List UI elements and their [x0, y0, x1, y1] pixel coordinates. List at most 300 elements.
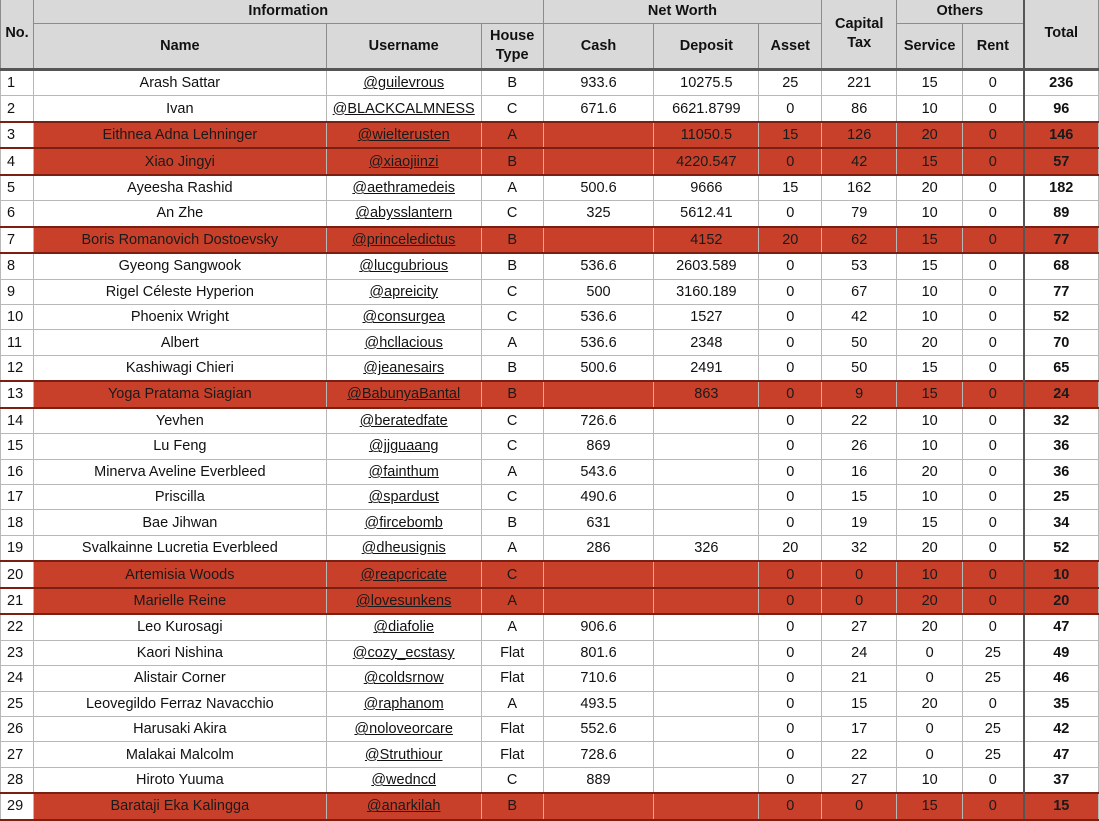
cell-house-type: B	[481, 381, 543, 407]
table-row[interactable]	[1, 355, 1099, 381]
cell-service: 0	[897, 640, 963, 665]
table-row[interactable]	[1, 330, 1099, 355]
cell-house-type: C	[481, 485, 543, 510]
col-header-deposit[interactable]: Deposit	[654, 24, 759, 70]
cell-no: 5	[1, 175, 34, 201]
cell-deposit: 10275.5	[654, 70, 759, 96]
cell-house-type: Flat	[481, 666, 543, 691]
cell-total: 89	[1024, 201, 1099, 227]
cell-service: 10	[897, 96, 963, 122]
cell-no: 25	[1, 691, 34, 716]
group-header-net-worth[interactable]: Net Worth	[543, 0, 822, 24]
cell-rent: 0	[963, 793, 1024, 819]
col-header-username[interactable]: Username	[326, 24, 481, 70]
table-row[interactable]	[1, 535, 1099, 561]
cell-house-type: C	[481, 408, 543, 434]
cell-total: 32	[1024, 408, 1099, 434]
cell-rent: 0	[963, 201, 1024, 227]
cell-capital-tax: 24	[822, 640, 897, 665]
col-header-name[interactable]: Name	[33, 24, 326, 70]
cell-service: 20	[897, 614, 963, 640]
cell-total: 36	[1024, 434, 1099, 459]
cell-username[interactable]: @wielterusten	[326, 122, 481, 148]
table-row[interactable]	[1, 381, 1099, 407]
cell-deposit: 5612.41	[654, 201, 759, 227]
cell-total: 10	[1024, 561, 1099, 587]
cell-house-type: C	[481, 434, 543, 459]
table-row[interactable]	[1, 459, 1099, 484]
cell-total: 15	[1024, 793, 1099, 819]
cell-service: 15	[897, 381, 963, 407]
cell-rent: 0	[963, 70, 1024, 96]
cell-rent: 0	[963, 330, 1024, 355]
cell-capital-tax: 0	[822, 561, 897, 587]
cell-asset: 0	[759, 330, 822, 355]
cell-house-type: A	[481, 691, 543, 716]
cell-service: 20	[897, 459, 963, 484]
table-row[interactable]	[1, 793, 1099, 819]
cell-rent: 0	[963, 614, 1024, 640]
col-header-no[interactable]: No.	[1, 0, 34, 70]
cell-no: 8	[1, 253, 34, 279]
cell-house-type: C	[481, 279, 543, 304]
table-row[interactable]	[1, 304, 1099, 329]
cell-rent: 0	[963, 253, 1024, 279]
cell-service: 0	[897, 666, 963, 691]
cell-total: 236	[1024, 70, 1099, 96]
cell-name: Phoenix Wright	[33, 304, 326, 329]
cell-no: 20	[1, 561, 34, 587]
cell-deposit	[654, 588, 759, 614]
col-header-cash[interactable]: Cash	[543, 24, 654, 70]
cell-total: 35	[1024, 691, 1099, 716]
cell-capital-tax: 126	[822, 122, 897, 148]
cell-capital-tax: 0	[822, 793, 897, 819]
cell-total: 42	[1024, 716, 1099, 741]
cell-service: 10	[897, 561, 963, 587]
cell-deposit	[654, 434, 759, 459]
table-row[interactable]	[1, 614, 1099, 640]
cell-cash	[543, 588, 654, 614]
cell-username[interactable]: @lucgubrious	[326, 253, 481, 279]
cell-username[interactable]: @jeanesairs	[326, 355, 481, 381]
cell-service: 15	[897, 355, 963, 381]
cell-house-type: A	[481, 588, 543, 614]
cell-asset: 0	[759, 355, 822, 381]
cell-name: Yevhen	[33, 408, 326, 434]
cell-cash: 869	[543, 434, 654, 459]
cell-username[interactable]: @fircebomb	[326, 510, 481, 535]
table-row[interactable]	[1, 666, 1099, 691]
table-row[interactable]	[1, 691, 1099, 716]
cell-no: 21	[1, 588, 34, 614]
table-row[interactable]	[1, 434, 1099, 459]
cell-capital-tax: 27	[822, 614, 897, 640]
cell-service: 20	[897, 175, 963, 201]
group-header-others[interactable]: Others	[897, 0, 1024, 24]
cell-name: Ayeesha Rashid	[33, 175, 326, 201]
cell-cash: 671.6	[543, 96, 654, 122]
cell-deposit	[654, 510, 759, 535]
cell-house-type: C	[481, 96, 543, 122]
cell-rent: 0	[963, 459, 1024, 484]
cell-name: Gyeong Sangwook	[33, 253, 326, 279]
cell-cash: 493.5	[543, 691, 654, 716]
cell-name: Artemisia Woods	[33, 561, 326, 587]
cell-username[interactable]: @BLACKCALMNESS	[326, 96, 481, 122]
cell-cash: 536.6	[543, 330, 654, 355]
cell-deposit: 9666	[654, 175, 759, 201]
cell-service: 0	[897, 742, 963, 767]
cell-username[interactable]: @fainthum	[326, 459, 481, 484]
cell-username[interactable]: @aethramedeis	[326, 175, 481, 201]
cell-name: Leovegildo Ferraz Navacchio	[33, 691, 326, 716]
cell-asset: 20	[759, 535, 822, 561]
cell-capital-tax: 42	[822, 148, 897, 174]
table-row[interactable]	[1, 253, 1099, 279]
cell-total: 77	[1024, 279, 1099, 304]
cell-name: Barataji Eka Kalingga	[33, 793, 326, 819]
group-header-information[interactable]: Information	[33, 0, 543, 24]
table-row[interactable]	[1, 175, 1099, 201]
cell-name: Kaori Nishina	[33, 640, 326, 665]
cell-service: 10	[897, 304, 963, 329]
cell-no: 22	[1, 614, 34, 640]
cell-deposit	[654, 614, 759, 640]
table-row[interactable]	[1, 640, 1099, 665]
cell-total: 52	[1024, 304, 1099, 329]
cell-house-type: A	[481, 175, 543, 201]
cell-name: Harusaki Akira	[33, 716, 326, 741]
table-row[interactable]	[1, 408, 1099, 434]
table-row[interactable]	[1, 279, 1099, 304]
cell-deposit	[654, 485, 759, 510]
cell-username[interactable]: @reapcricate	[326, 561, 481, 587]
cell-username[interactable]: @xiaojiinzi	[326, 148, 481, 174]
cell-rent: 25	[963, 666, 1024, 691]
cell-username[interactable]: @abysslantern	[326, 201, 481, 227]
table-row[interactable]	[1, 227, 1099, 253]
cell-total: 57	[1024, 148, 1099, 174]
table-body	[1, 70, 1099, 820]
cell-username[interactable]: @dheusignis	[326, 535, 481, 561]
cell-username[interactable]: @raphanom	[326, 691, 481, 716]
cell-house-type: A	[481, 330, 543, 355]
table-row[interactable]	[1, 716, 1099, 741]
cell-rent: 0	[963, 355, 1024, 381]
cell-capital-tax: 221	[822, 70, 897, 96]
cell-cash: 726.6	[543, 408, 654, 434]
cell-house-type: C	[481, 304, 543, 329]
cell-rent: 0	[963, 485, 1024, 510]
cell-capital-tax: 22	[822, 408, 897, 434]
cell-deposit: 1527	[654, 304, 759, 329]
cell-username[interactable]: @guilevrous	[326, 70, 481, 96]
cell-asset: 0	[759, 304, 822, 329]
cell-no: 28	[1, 767, 34, 793]
cell-deposit: 863	[654, 381, 759, 407]
cell-name: Eithnea Adna Lehninger	[33, 122, 326, 148]
cell-no: 16	[1, 459, 34, 484]
cell-cash	[543, 148, 654, 174]
cell-service: 15	[897, 793, 963, 819]
cell-capital-tax: 19	[822, 510, 897, 535]
cell-cash: 543.6	[543, 459, 654, 484]
cell-total: 34	[1024, 510, 1099, 535]
cell-capital-tax: 17	[822, 716, 897, 741]
table-row[interactable]	[1, 485, 1099, 510]
table-row[interactable]	[1, 742, 1099, 767]
table-row[interactable]	[1, 588, 1099, 614]
cell-no: 23	[1, 640, 34, 665]
cell-asset: 20	[759, 227, 822, 253]
cell-rent: 0	[963, 279, 1024, 304]
cell-name: Yoga Pratama Siagian	[33, 381, 326, 407]
cell-no: 6	[1, 201, 34, 227]
cell-no: 15	[1, 434, 34, 459]
col-header-rent[interactable]: Rent	[963, 24, 1024, 70]
cell-total: 70	[1024, 330, 1099, 355]
cell-cash: 286	[543, 535, 654, 561]
cell-house-type: A	[481, 459, 543, 484]
cell-house-type: B	[481, 227, 543, 253]
cell-asset: 25	[759, 70, 822, 96]
cell-deposit: 326	[654, 535, 759, 561]
cell-username[interactable]: @hcllacious	[326, 330, 481, 355]
cell-total: 65	[1024, 355, 1099, 381]
cell-username[interactable]: @anarkilah	[326, 793, 481, 819]
cell-capital-tax: 42	[822, 304, 897, 329]
cell-asset: 0	[759, 253, 822, 279]
cell-asset: 0	[759, 793, 822, 819]
cell-rent: 0	[963, 96, 1024, 122]
cell-house-type: Flat	[481, 742, 543, 767]
cell-name: Bae Jihwan	[33, 510, 326, 535]
cell-name: Svalkainne Lucretia Everbleed	[33, 535, 326, 561]
cell-deposit: 4220.547	[654, 148, 759, 174]
cell-cash	[543, 227, 654, 253]
table-row[interactable]	[1, 96, 1099, 122]
cell-capital-tax: 9	[822, 381, 897, 407]
cell-username[interactable]: @spardust	[326, 485, 481, 510]
cell-cash: 490.6	[543, 485, 654, 510]
cell-username[interactable]: @beratedfate	[326, 408, 481, 434]
cell-rent: 0	[963, 148, 1024, 174]
cell-service: 15	[897, 227, 963, 253]
table-row[interactable]	[1, 201, 1099, 227]
cell-capital-tax: 67	[822, 279, 897, 304]
cell-rent: 0	[963, 767, 1024, 793]
cell-asset: 0	[759, 510, 822, 535]
cell-cash	[543, 381, 654, 407]
cell-no: 9	[1, 279, 34, 304]
cell-capital-tax: 86	[822, 96, 897, 122]
cell-deposit: 11050.5	[654, 122, 759, 148]
cell-no: 26	[1, 716, 34, 741]
cell-no: 11	[1, 330, 34, 355]
cell-total: 20	[1024, 588, 1099, 614]
cell-service: 20	[897, 588, 963, 614]
cell-rent: 0	[963, 434, 1024, 459]
cell-deposit: 2603.589	[654, 253, 759, 279]
cell-total: 36	[1024, 459, 1099, 484]
cell-house-type: A	[481, 535, 543, 561]
cell-capital-tax: 26	[822, 434, 897, 459]
cell-deposit	[654, 793, 759, 819]
cell-capital-tax: 62	[822, 227, 897, 253]
cell-capital-tax: 15	[822, 691, 897, 716]
cell-rent: 0	[963, 175, 1024, 201]
cell-house-type: C	[481, 767, 543, 793]
cell-no: 14	[1, 408, 34, 434]
cell-no: 1	[1, 70, 34, 96]
cell-username[interactable]: @consurgea	[326, 304, 481, 329]
cell-house-type: A	[481, 122, 543, 148]
cell-no: 12	[1, 355, 34, 381]
cell-name: Malakai Malcolm	[33, 742, 326, 767]
cell-asset: 0	[759, 588, 822, 614]
cell-name: Marielle Reine	[33, 588, 326, 614]
cell-rent: 0	[963, 381, 1024, 407]
cell-deposit: 2491	[654, 355, 759, 381]
cell-capital-tax: 15	[822, 485, 897, 510]
cell-service: 10	[897, 767, 963, 793]
cell-username[interactable]: @wedncd	[326, 767, 481, 793]
table-row[interactable]	[1, 148, 1099, 174]
cell-total: 25	[1024, 485, 1099, 510]
cell-no: 29	[1, 793, 34, 819]
table-row[interactable]	[1, 510, 1099, 535]
col-header-total[interactable]: Total	[1024, 0, 1099, 70]
cell-asset: 0	[759, 148, 822, 174]
cell-cash: 933.6	[543, 70, 654, 96]
cell-total: 46	[1024, 666, 1099, 691]
table-row[interactable]	[1, 122, 1099, 148]
cell-capital-tax: 0	[822, 588, 897, 614]
cell-cash: 906.6	[543, 614, 654, 640]
col-header-service[interactable]: Service	[897, 24, 963, 70]
cell-house-type: Flat	[481, 716, 543, 741]
cell-username[interactable]: @jjguaang	[326, 434, 481, 459]
cell-deposit	[654, 742, 759, 767]
cell-asset: 0	[759, 716, 822, 741]
table-row[interactable]	[1, 70, 1099, 96]
cell-deposit	[654, 691, 759, 716]
cell-deposit: 6621.8799	[654, 96, 759, 122]
cell-asset: 0	[759, 201, 822, 227]
cell-capital-tax: 50	[822, 330, 897, 355]
cell-deposit	[654, 666, 759, 691]
cell-deposit	[654, 561, 759, 587]
table-row[interactable]	[1, 767, 1099, 793]
cell-name: Rigel Céleste Hyperion	[33, 279, 326, 304]
cell-asset: 15	[759, 122, 822, 148]
cell-username[interactable]: @princeledictus	[326, 227, 481, 253]
cell-cash: 500	[543, 279, 654, 304]
cell-rent: 0	[963, 227, 1024, 253]
cell-total: 96	[1024, 96, 1099, 122]
cell-deposit	[654, 640, 759, 665]
cell-no: 24	[1, 666, 34, 691]
cell-capital-tax: 162	[822, 175, 897, 201]
cell-asset: 0	[759, 742, 822, 767]
cell-asset: 0	[759, 485, 822, 510]
cell-asset: 0	[759, 614, 822, 640]
cell-capital-tax: 79	[822, 201, 897, 227]
cell-house-type: B	[481, 253, 543, 279]
cell-capital-tax: 27	[822, 767, 897, 793]
cell-service: 15	[897, 510, 963, 535]
cell-cash: 536.6	[543, 253, 654, 279]
cell-capital-tax: 53	[822, 253, 897, 279]
cell-cash	[543, 561, 654, 587]
cell-cash: 889	[543, 767, 654, 793]
cell-name: Leo Kurosagi	[33, 614, 326, 640]
cell-cash	[543, 122, 654, 148]
cell-service: 20	[897, 122, 963, 148]
cell-deposit	[654, 767, 759, 793]
col-header-capital-tax[interactable]: Capital Tax	[822, 0, 897, 70]
cell-rent: 0	[963, 408, 1024, 434]
cell-no: 17	[1, 485, 34, 510]
cell-service: 0	[897, 716, 963, 741]
col-header-asset[interactable]: Asset	[759, 24, 822, 70]
cell-name: Priscilla	[33, 485, 326, 510]
cell-asset: 0	[759, 666, 822, 691]
cell-asset: 0	[759, 434, 822, 459]
cell-total: 77	[1024, 227, 1099, 253]
cell-asset: 0	[759, 408, 822, 434]
cell-username[interactable]: @coldsrnow	[326, 666, 481, 691]
cell-total: 24	[1024, 381, 1099, 407]
cell-no: 2	[1, 96, 34, 122]
cell-rent: 0	[963, 122, 1024, 148]
cell-no: 19	[1, 535, 34, 561]
cell-no: 4	[1, 148, 34, 174]
cell-username[interactable]: @noloveorcare	[326, 716, 481, 741]
cell-asset: 0	[759, 767, 822, 793]
cell-cash: 801.6	[543, 640, 654, 665]
cell-deposit: 2348	[654, 330, 759, 355]
cell-house-type: B	[481, 793, 543, 819]
cell-cash: 325	[543, 201, 654, 227]
cell-username[interactable]: @BabunyaBantal	[326, 381, 481, 407]
cell-username[interactable]: @diafolie	[326, 614, 481, 640]
cell-username[interactable]: @lovesunkens	[326, 588, 481, 614]
cell-rent: 25	[963, 640, 1024, 665]
table-row[interactable]	[1, 561, 1099, 587]
col-header-house-type[interactable]: House Type	[481, 24, 543, 70]
cell-cash: 536.6	[543, 304, 654, 329]
cell-no: 18	[1, 510, 34, 535]
cell-no: 3	[1, 122, 34, 148]
cell-deposit: 3160.189	[654, 279, 759, 304]
cell-name: Xiao Jingyi	[33, 148, 326, 174]
cell-cash: 552.6	[543, 716, 654, 741]
cell-username[interactable]: @cozy_ecstasy	[326, 640, 481, 665]
table-header	[1, 0, 1099, 70]
cell-username[interactable]: @Struthiour	[326, 742, 481, 767]
cell-name: Hiroto Yuuma	[33, 767, 326, 793]
cell-name: Lu Feng	[33, 434, 326, 459]
cell-service: 15	[897, 253, 963, 279]
cell-username[interactable]: @apreicity	[326, 279, 481, 304]
cell-cash: 631	[543, 510, 654, 535]
cell-asset: 0	[759, 691, 822, 716]
cell-asset: 15	[759, 175, 822, 201]
cell-cash: 710.6	[543, 666, 654, 691]
cell-total: 47	[1024, 614, 1099, 640]
